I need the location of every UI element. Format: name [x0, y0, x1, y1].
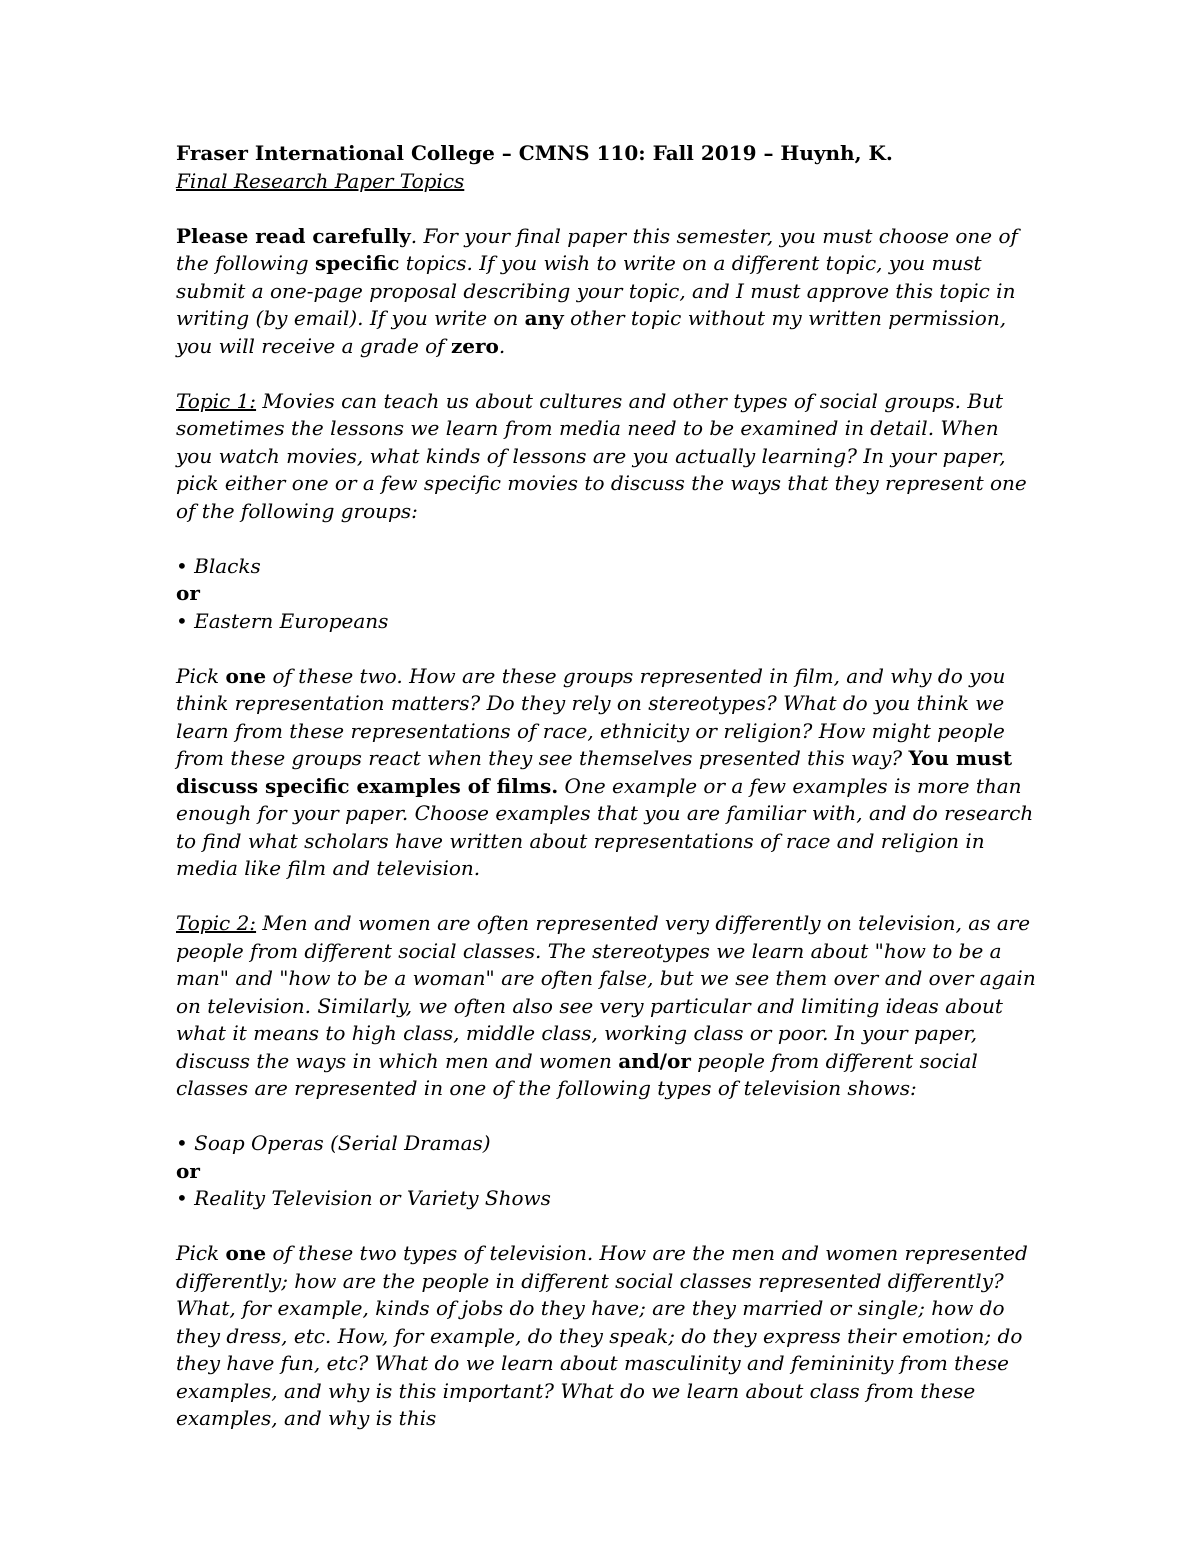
- topic1-pick-paragraph: [176, 663, 1036, 883]
- spacer: [176, 525, 1036, 553]
- topic2-pick-rest: of these two types of television. How are the men and women represented differently; how are the people in different social classes represented differently? What, for example, kinds of jobs do they have; are they married or single; how do they dress, etc. How, for example, do they speak; do they express their emotion; do they have fun, etc? What do we learn about masculinity and femininity from these examples, and why is this important? What do we learn about class from these examples, and why is this: [176, 1241, 1028, 1430]
- spacer: [176, 883, 1036, 911]
- intro-text-3: other topic without my written permission, you will receive a grade of: [176, 306, 1007, 358]
- topic1-pick-start: Pick: [176, 663, 226, 688]
- topic1-option-eastern-europeans: • Eastern Europeans: [176, 608, 389, 633]
- topic2-option-reality-tv: • Reality Television or Variety Shows: [176, 1186, 551, 1210]
- document-page: [176, 140, 1036, 1433]
- topic1-or: or: [176, 581, 200, 605]
- topic1-option-blacks: • Blacks: [176, 553, 261, 578]
- spacer: [176, 635, 1036, 663]
- topic1-pick-end: One example or a few examples is more than enough for your paper. Choose examples that you are familiar with, and do research to find what scholars have written about representations of race and religion in media like film and television.: [176, 773, 1034, 880]
- topic1-pick-one: one: [225, 663, 267, 688]
- spacer: [176, 360, 1036, 388]
- topic2-option-soap-operas: • Soap Operas (Serial Dramas): [176, 1131, 491, 1155]
- topic2-or: or: [176, 1158, 200, 1183]
- document-subtitle: Final Research Paper Topics: [176, 168, 465, 193]
- intro-text-1: . For your final paper this semester, you must choose one of the following: [176, 223, 1018, 275]
- intro-bold-any: any: [524, 306, 564, 330]
- topic1-label: Topic 1:: [176, 388, 257, 413]
- document-title: Fraser International College – CMNS 110: Fall 2019 – Huynh, K.: [176, 141, 893, 165]
- spacer: [176, 195, 1036, 223]
- topic2-pick-start: Pick: [176, 1241, 226, 1265]
- topic1-pick-mid: of these two. How are these groups represented in film, and why do you think representation matters? Do they rely on stereotypes? What do you think we learn from these representations of race, ethnicity or religion? How might people from these groups react when they see themselves presented this way?: [176, 663, 1006, 770]
- topic2-and-or: and/or: [618, 1048, 691, 1073]
- topic1-paragraph: [176, 388, 1036, 526]
- intro-paragraph: [176, 223, 1036, 361]
- intro-bold-zero: zero: [450, 333, 499, 358]
- topic2-body-a: Men and women are often represented very differently on television, as are people from different social classes. The stereotypes we learn about "how to be a man" and "how to be a woman" are often false, but we see them over and over again on television. Similarly, we often also see very particular and limiting ideas about what it means to high class, middle class, working class or poor. In your paper, discuss the ways in which men and women: [176, 911, 1036, 1073]
- intro-bold-specific: specific: [314, 251, 400, 275]
- topic1-body: Movies can teach us about cultures and other types of social groups. But sometimes the lessons we learn from media need to be examined in detail. When you watch movies, what kinds of lessons are you actually learning? In your paper, pick either one or a few specific movies to discuss the ways that they represent one of the following groups:: [176, 388, 1027, 523]
- topic2-body-b: people from different social classes are represented in one of the following types of television shows:: [176, 1048, 978, 1100]
- topic2-paragraph: [176, 910, 1036, 1103]
- topic2-pick-paragraph: [176, 1240, 1036, 1433]
- topic2-pick-one: one: [225, 1241, 267, 1265]
- topic1-must-discuss: You must discuss specific examples of films.: [176, 746, 1013, 798]
- intro-text-4: .: [498, 333, 506, 358]
- intro-text-2: topics. If you wish to write on a different topic, you must submit a one-page proposal describing your topic, and I must approve this topic in writing (by email). If you write on: [176, 251, 1016, 330]
- spacer: [176, 1103, 1036, 1131]
- spacer: [176, 1213, 1036, 1241]
- intro-lead: Please read carefully: [176, 223, 411, 248]
- topic2-label: Topic 2:: [176, 911, 257, 935]
